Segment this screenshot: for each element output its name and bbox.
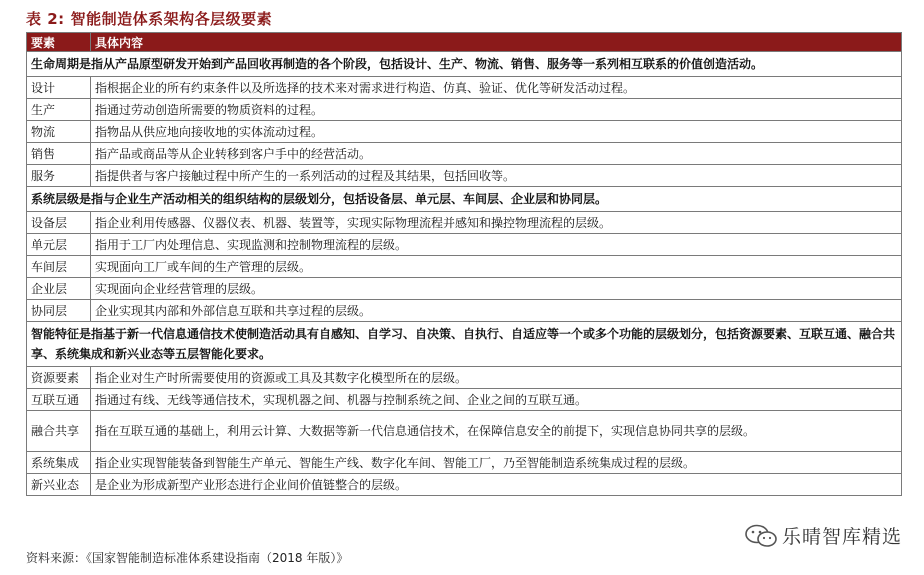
table-number: 表 2:	[26, 10, 65, 28]
watermark	[744, 522, 902, 549]
wechat-logo-icon	[744, 524, 778, 548]
header-element: 要素	[27, 33, 91, 52]
category-row-intelligent-features	[27, 322, 902, 367]
category-row-lifecycle	[27, 52, 902, 77]
table-row	[27, 77, 902, 99]
element-desc: 指企业对生产时所需要使用的资源或工具及其数字化模型所在的层级。	[91, 367, 902, 389]
element-desc: 指在互联互通的基础上，利用云计算、大数据等新一代信息通信技术，在保障信息安全的前提下，实现信息协同共享的层级。	[91, 411, 902, 452]
element-desc: 指根据企业的所有约束条件以及所选择的技术来对需求进行构造、仿真、验证、优化等研发活动过程。	[91, 77, 902, 99]
element-name: 服务	[27, 165, 91, 187]
element-desc: 实现面向工厂或车间的生产管理的层级。	[91, 256, 902, 278]
element-name: 企业层	[27, 278, 91, 300]
table-row	[27, 121, 902, 143]
element-name: 销售	[27, 143, 91, 165]
element-name: 设备层	[27, 212, 91, 234]
element-desc: 指物品从供应地向接收地的实体流动过程。	[91, 121, 902, 143]
element-name: 融合共享	[27, 411, 91, 452]
element-name: 生产	[27, 99, 91, 121]
table-row	[27, 278, 902, 300]
table-row	[27, 256, 902, 278]
element-desc: 企业实现其内部和外部信息互联和共享过程的层级。	[91, 300, 902, 322]
source-note: 资料来源：《国家智能制造标准体系建设指南（2018 年版）》	[26, 551, 349, 565]
category-text: 系统层级是指与企业生产活动相关的组织结构的层级划分，包括设备层、单元层、车间层、企业层和协同层。	[27, 187, 902, 212]
header-content: 具体内容	[91, 33, 902, 52]
table-header-row	[27, 33, 902, 52]
table-row	[27, 452, 902, 474]
table-row	[27, 300, 902, 322]
element-desc: 指通过劳动创造所需要的物质资料的过程。	[91, 99, 902, 121]
element-name: 资源要素	[27, 367, 91, 389]
table-caption: 智能制造体系架构各层级要素	[70, 10, 273, 28]
table-row	[27, 212, 902, 234]
element-desc: 是企业为形成新型产业形态进行企业间价值链整合的层级。	[91, 474, 902, 496]
element-desc: 指通过有线、无线等通信技术，实现机器之间、机器与控制系统之间、企业之间的互联互通。	[91, 389, 902, 411]
category-text: 智能特征是指基于新一代信息通信技术使制造活动具有自感知、自学习、自决策、自执行、自适应等一个或多个功能的层级划分，包括资源要素、互联互通、融合共享、系统集成和新兴业态等五层智能化要求。	[27, 322, 902, 367]
element-desc: 指产品或商品等从企业转移到客户手中的经营活动。	[91, 143, 902, 165]
element-name: 车间层	[27, 256, 91, 278]
table-row	[27, 389, 902, 411]
element-desc: 指企业利用传感器、仪器仪表、机器、装置等，实现实际物理流程并感知和操控物理流程的层级。	[91, 212, 902, 234]
category-text: 生命周期是指从产品原型研发开始到产品回收再制造的各个阶段，包括设计、生产、物流、销售、服务等一系列相互联系的价值创造活动。	[27, 52, 902, 77]
element-desc: 指用于工厂内处理信息、实现监测和控制物理流程的层级。	[91, 234, 902, 256]
element-name: 互联互通	[27, 389, 91, 411]
element-desc: 指企业实现智能装备到智能生产单元、智能生产线、数字化车间、智能工厂，乃至智能制造系统集成过程的层级。	[91, 452, 902, 474]
table-row	[27, 143, 902, 165]
table-row	[27, 367, 902, 389]
table-title	[26, 6, 272, 32]
elements-table	[26, 32, 902, 496]
table-row	[27, 474, 902, 496]
watermark-text: 乐晴智库精选	[781, 526, 902, 548]
element-name: 设计	[27, 77, 91, 99]
element-name: 物流	[27, 121, 91, 143]
element-name: 系统集成	[27, 452, 91, 474]
element-name: 新兴业态	[27, 474, 91, 496]
table-row	[27, 234, 902, 256]
category-row-system-level	[27, 187, 902, 212]
element-desc: 指提供者与客户接触过程中所产生的一系列活动的过程及其结果，包括回收等。	[91, 165, 902, 187]
table-row	[27, 411, 902, 452]
element-name: 单元层	[27, 234, 91, 256]
table-row	[27, 165, 902, 187]
element-desc: 实现面向企业经营管理的层级。	[91, 278, 902, 300]
table-row	[27, 99, 902, 121]
element-name: 协同层	[27, 300, 91, 322]
